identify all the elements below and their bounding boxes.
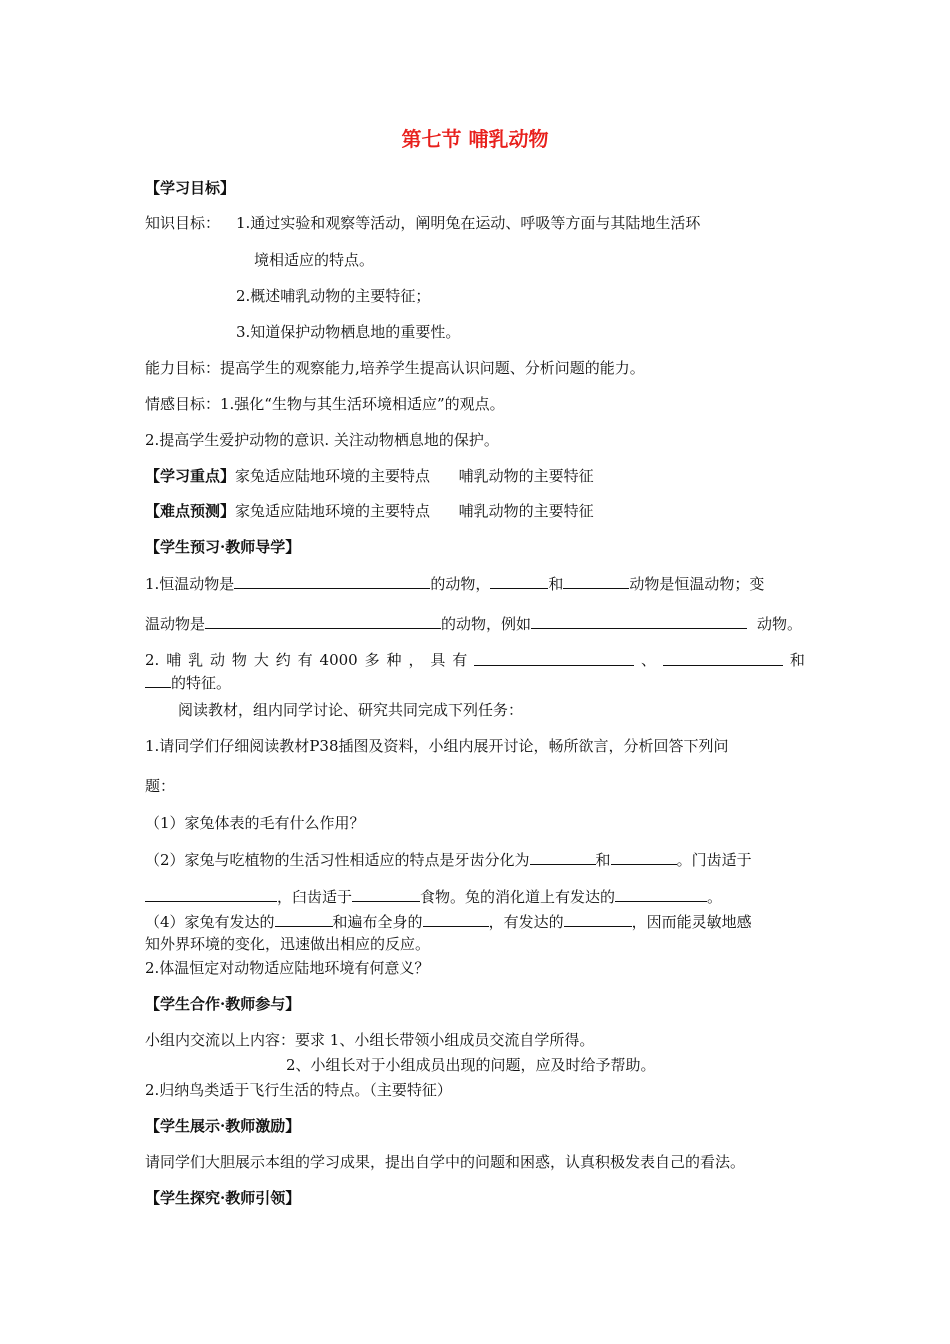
show-heading: 【学生展示·教师激励】 <box>145 1117 301 1135</box>
q2-separator: 、 <box>641 651 657 669</box>
question-2-cont <box>145 672 231 693</box>
blank-field[interactable] <box>145 672 171 688</box>
key-points-text: 家兔适应陆地环境的主要特点 哺乳动物的主要特征 <box>235 467 594 485</box>
q2-word: 物 <box>231 651 247 669</box>
preview-heading: 【学生预习·教师导学】 <box>145 538 301 556</box>
q2-word: 有 <box>452 651 468 669</box>
q1-text-e: 温动物是 <box>145 615 206 633</box>
task-2: 2.体温恒定对动物适应陆地环境有何意义？ <box>145 959 430 977</box>
q2-word: 有 <box>297 651 313 669</box>
q2-word: 2. <box>145 651 160 669</box>
q2-end: 的特征。 <box>171 674 232 692</box>
difficulty-label: 【难点预测】 <box>145 502 236 520</box>
blank-field[interactable] <box>663 650 783 666</box>
blank-field[interactable] <box>611 849 677 865</box>
knowledge-item-2: 2.概述哺乳动物的主要特征； <box>236 287 431 305</box>
blank-field[interactable] <box>531 613 747 629</box>
sub-question-1: （1）家兔体表的毛有什么作用？ <box>145 814 365 832</box>
blank-field[interactable] <box>423 911 489 927</box>
blank-field[interactable] <box>234 573 430 589</box>
knowledge-item-1-cont: 境相适应的特点。 <box>254 251 375 269</box>
s4-text-b: 和遍布全身的 <box>332 913 423 931</box>
sub-question-2 <box>145 849 752 870</box>
emotion-goal: 情感目标：1.强化“生物与其生活环境相适应”的观点。 <box>145 395 505 413</box>
s2-text-e: 食物。兔的消化道上有发达的 <box>420 888 616 906</box>
q2-word: 具 <box>430 651 446 669</box>
s2-text-a: （2）家兔与吃植物的生活习性相适应的特点是牙齿分化为 <box>145 851 530 869</box>
s2-text-f: 。 <box>707 888 723 906</box>
q2-word: 乳 <box>188 651 204 669</box>
key-points-label: 【学习重点】 <box>145 467 236 485</box>
blank-field[interactable] <box>563 573 629 589</box>
q2-word: 大 <box>253 651 269 669</box>
task-1-cont: 题： <box>145 777 176 795</box>
q1-text-a: 1.恒温动物是 <box>145 575 235 593</box>
blank-field[interactable] <box>530 849 596 865</box>
coop-line-1: 小组内交流以上内容：要求 1、小组长带领小组成员交流自学所得。 <box>145 1031 595 1049</box>
knowledge-item-3: 3.知道保护动物栖息地的重要性。 <box>236 323 461 341</box>
blank-field[interactable] <box>490 573 548 589</box>
s4-text-d: ，因而能灵敏地感 <box>631 913 752 931</box>
knowledge-label: 知识目标： <box>145 214 221 232</box>
q2-word: 哺 <box>166 651 182 669</box>
s2-text-d: ，臼齿适于 <box>277 888 353 906</box>
key-points <box>145 466 594 486</box>
q2-word: 种 <box>386 651 402 669</box>
q2-word: 多 <box>364 651 380 669</box>
q2-word: 约 <box>275 651 291 669</box>
read-instruction: 阅读教材，组内同学讨论、研究共同完成下列任务： <box>178 701 524 719</box>
blank-field[interactable] <box>352 886 420 902</box>
blank-field[interactable] <box>145 886 277 902</box>
sub-question-4-cont: 知外界环境的变化，迅速做出相应的反应。 <box>145 935 431 953</box>
s4-text-a: （4）家兔有发达的 <box>145 913 275 931</box>
q2-word: 4000 <box>319 651 358 669</box>
blank-field[interactable] <box>474 650 634 666</box>
coop-line-2: 2、小组长对于小组成员出现的问题，应及时给予帮助。 <box>286 1056 656 1074</box>
sub-question-4 <box>145 911 752 932</box>
emotion-goal-2: 2.提高学生爱护动物的意识. 关注动物栖息地的保护。 <box>145 431 499 449</box>
blank-field[interactable] <box>205 613 441 629</box>
sub-question-2-cont <box>145 886 722 907</box>
ability-goal: 能力目标：提高学生的观察能力,培养学生提高认识问题、分析问题的能力。 <box>145 359 645 377</box>
q1-text-f: 的动物，例如 <box>441 615 532 633</box>
blank-field[interactable] <box>564 911 632 927</box>
question-1-cont <box>145 613 802 634</box>
task-1: 1.请同学们仔细阅读教材P38插图及资料，小组内展开讨论，畅所欲言，分析回答下列问 <box>145 737 729 755</box>
s2-text-c: 。门齿适于 <box>676 851 752 869</box>
q1-text-c: 和 <box>548 575 564 593</box>
explore-heading: 【学生探究·教师引领】 <box>145 1189 301 1207</box>
q1-text-b: 的动物， <box>430 575 491 593</box>
question-1 <box>145 573 764 594</box>
coop-heading: 【学生合作·教师参与】 <box>145 995 301 1013</box>
q1-text-g: 动物。 <box>757 615 803 633</box>
q1-text-d: 动物是恒温动物；变 <box>629 575 765 593</box>
s2-text-b: 和 <box>595 851 611 869</box>
blank-field[interactable] <box>615 886 707 902</box>
question-2 <box>145 650 805 670</box>
q2-word: ， <box>408 651 424 669</box>
coop-line-3: 2.归纳鸟类适于飞行生活的特点。（主要特征） <box>145 1081 452 1099</box>
page-title: 第七节 哺乳动物 <box>401 127 549 151</box>
show-line-1: 请同学们大胆展示本组的学习成果，提出自学中的问题和困惑，认真积极发表自己的看法。 <box>145 1153 746 1171</box>
blank-field[interactable] <box>275 911 333 927</box>
q2-word: 动 <box>210 651 226 669</box>
q2-and: 和 <box>789 651 805 669</box>
knowledge-item-1: 1.通过实验和观察等活动，阐明兔在运动、呼吸等方面与其陆地生活环 <box>236 214 701 232</box>
s4-text-c: ，有发达的 <box>488 913 564 931</box>
difficulty-points <box>145 501 594 521</box>
difficulty-text: 家兔适应陆地环境的主要特点 哺乳动物的主要特征 <box>235 502 594 520</box>
goals-heading: 【学习目标】 <box>145 179 236 197</box>
